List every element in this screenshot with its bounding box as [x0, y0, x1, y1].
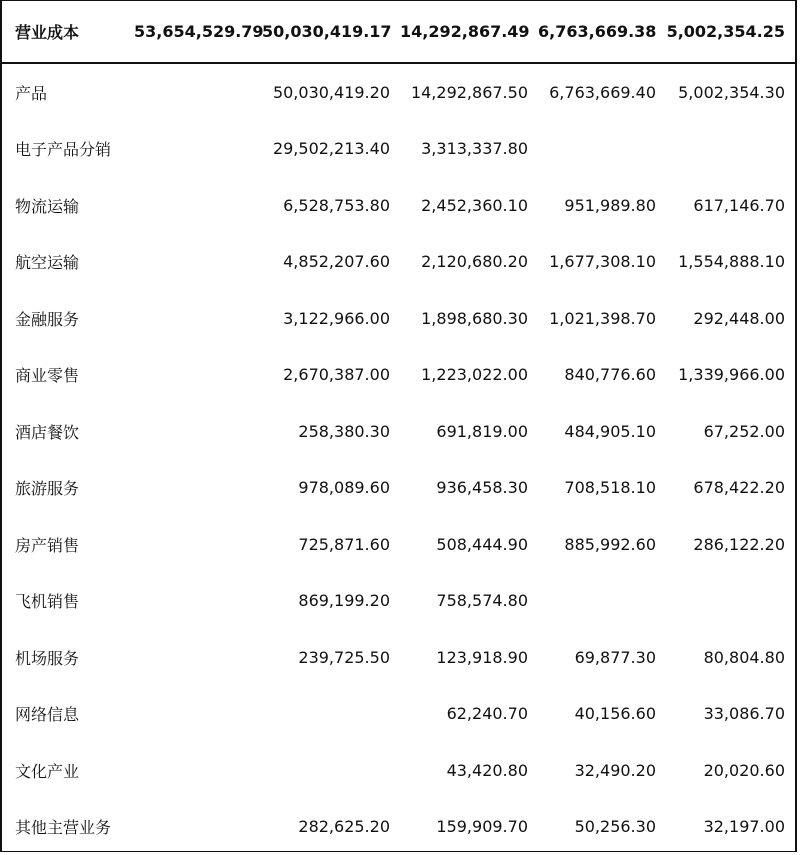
row-value [538, 573, 666, 630]
row-value [134, 742, 262, 799]
row-value: 292,448.00 [693, 308, 785, 328]
row-label: 商业零售 [15, 366, 80, 386]
row-value: 282,625.20 [298, 817, 390, 837]
table-row [2, 121, 795, 178]
row-value [538, 121, 666, 178]
table-row [2, 799, 795, 855]
operating-cost-table [2, 1, 795, 855]
row-value: 1,554,888.10 [678, 252, 785, 272]
row-label: 产品 [15, 83, 48, 103]
header-value: 50,030,419.17 [262, 1, 400, 63]
row-value: 20,020.60 [703, 760, 785, 780]
row-value [262, 742, 400, 799]
table-row [2, 234, 795, 291]
row-value [134, 347, 262, 404]
row-value: 678,422.20 [693, 478, 785, 498]
row-value: 32,197.00 [703, 817, 785, 837]
table-row [2, 347, 795, 404]
row-value: 1,677,308.10 [549, 252, 656, 272]
row-value [134, 234, 262, 291]
row-value: 67,252.00 [703, 421, 785, 441]
row-value [134, 629, 262, 686]
row-label: 飞机销售 [15, 592, 80, 612]
row-value: 869,199.20 [298, 591, 390, 611]
table-row [2, 686, 795, 743]
table-row [2, 63, 795, 121]
header-value: 5,002,354.25 [666, 1, 795, 63]
table-row [2, 403, 795, 460]
row-value [666, 121, 795, 178]
row-value [134, 177, 262, 234]
row-value: 4,852,207.60 [283, 252, 390, 272]
row-value: 691,819.00 [436, 421, 528, 441]
row-value: 1,339,966.00 [678, 365, 785, 385]
row-value: 978,089.60 [298, 478, 390, 498]
row-value: 32,490.20 [574, 760, 656, 780]
row-value: 484,905.10 [564, 421, 656, 441]
table-row [2, 742, 795, 799]
row-value: 50,030,419.20 [272, 82, 390, 102]
row-value [134, 460, 262, 517]
row-value: 951,989.80 [564, 195, 656, 215]
row-value: 239,725.50 [298, 647, 390, 667]
table-row [2, 177, 795, 234]
row-label: 旅游服务 [15, 479, 80, 499]
row-value: 758,574.80 [436, 591, 528, 611]
row-value: 2,670,387.00 [283, 365, 390, 385]
row-label: 电子产品分销 [15, 140, 112, 160]
table-row [2, 573, 795, 630]
row-value: 123,918.90 [436, 647, 528, 667]
row-label: 金融服务 [15, 309, 80, 329]
table-header-row [2, 1, 795, 63]
table-row [2, 629, 795, 686]
row-value: 3,313,337.80 [421, 139, 528, 159]
table-row [2, 290, 795, 347]
row-value [134, 121, 262, 178]
row-value: 936,458.30 [436, 478, 528, 498]
row-value: 69,877.30 [574, 647, 656, 667]
header-value: 14,292,867.49 [400, 1, 538, 63]
row-value [134, 573, 262, 630]
row-value: 725,871.60 [298, 534, 390, 554]
row-value: 1,898,680.30 [421, 308, 528, 328]
row-value: 1,223,022.00 [421, 365, 528, 385]
row-value [666, 573, 795, 630]
header-value: 53,654,529.79 [134, 1, 262, 63]
row-value: 43,420.80 [446, 760, 528, 780]
row-value [262, 686, 400, 743]
row-value [134, 799, 262, 855]
row-value: 2,452,360.10 [421, 195, 528, 215]
row-value: 1,021,398.70 [549, 308, 656, 328]
row-value: 40,156.60 [574, 704, 656, 724]
row-label: 酒店餐饮 [15, 422, 80, 442]
row-value [134, 290, 262, 347]
row-value: 6,763,669.40 [549, 82, 656, 102]
table-row [2, 460, 795, 517]
row-label: 机场服务 [15, 648, 80, 668]
row-label: 网络信息 [15, 705, 80, 725]
row-value: 62,240.70 [446, 704, 528, 724]
row-value: 3,122,966.00 [283, 308, 390, 328]
row-value: 708,518.10 [564, 478, 656, 498]
row-label: 物流运输 [15, 196, 80, 216]
table-row [2, 516, 795, 573]
row-value: 885,992.60 [564, 534, 656, 554]
row-value: 50,256.30 [574, 817, 656, 837]
header-label: 营业成本 [2, 1, 134, 63]
row-value: 14,292,867.50 [410, 82, 528, 102]
row-value [134, 686, 262, 743]
row-value: 33,086.70 [703, 704, 785, 724]
row-label: 航空运输 [15, 253, 80, 273]
row-value: 258,380.30 [298, 421, 390, 441]
row-value: 80,804.80 [703, 647, 785, 667]
row-value: 2,120,680.20 [421, 252, 528, 272]
header-value: 6,763,669.38 [538, 1, 666, 63]
row-label: 文化产业 [15, 761, 80, 781]
row-label: 其他主营业务 [15, 818, 112, 838]
row-value [134, 403, 262, 460]
row-value: 6,528,753.80 [283, 195, 390, 215]
row-value [134, 516, 262, 573]
row-label: 房产销售 [15, 535, 80, 555]
row-value: 5,002,354.30 [678, 82, 785, 102]
row-value: 617,146.70 [693, 195, 785, 215]
row-value: 508,444.90 [436, 534, 528, 554]
row-value [134, 63, 262, 121]
row-value: 159,909.70 [436, 817, 528, 837]
row-value: 286,122.20 [693, 534, 785, 554]
row-value: 840,776.60 [564, 365, 656, 385]
row-value: 29,502,213.40 [272, 139, 390, 159]
